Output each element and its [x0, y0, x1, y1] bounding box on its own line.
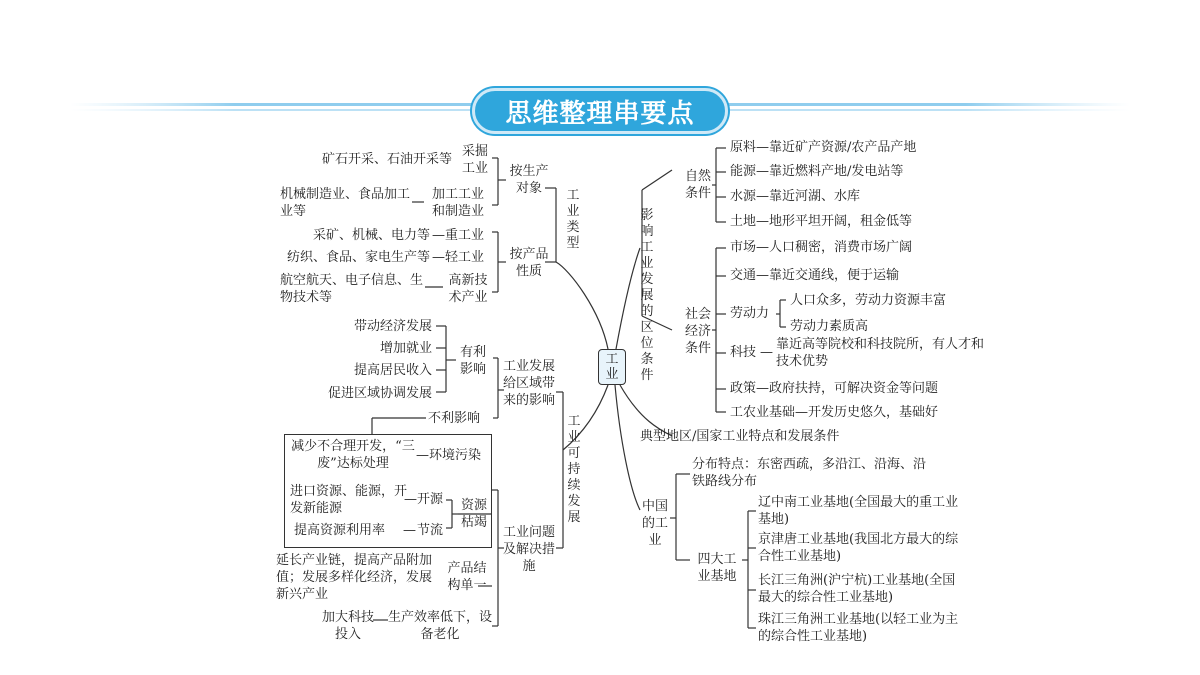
text-mining-examples: 矿石开采、石油开采等 — [321, 152, 452, 167]
text-heavy-examples: 采矿、机械、电力等 — [312, 228, 430, 243]
text-tech-investment: 加大科技投入 — [322, 610, 375, 642]
natural-item-2: 能源—靠近燃料产地/发电站等 — [730, 164, 904, 179]
node-four-bases: 四大工业基地 — [697, 552, 737, 584]
node-hightech-industry: 高新技术产业 — [448, 273, 488, 305]
node-mining-industry: 采掘工业 — [461, 144, 488, 176]
natural-item-2-desc: 靠近燃料产地/发电站等 — [769, 164, 904, 179]
social-tech-name: 科技 — [730, 345, 757, 360]
center-node — [598, 349, 626, 385]
text-structure-measure: 延长产业链，提高产品附加值；发展多样化经济，发展新兴产业 — [276, 553, 433, 602]
node-resource-depletion: 资源枯竭 — [460, 498, 487, 530]
node-location-factors: 影响工业发展的区位条件 — [640, 208, 654, 383]
social-market-name: 市场 — [730, 240, 757, 255]
natural-item-4-name: 土地 — [730, 214, 757, 229]
positive-item-4: 促进区域协调发展 — [327, 386, 432, 401]
node-positive-impact: 有利影响 — [459, 345, 486, 377]
text-processing-examples: 机械制造业、食品加工业等 — [280, 187, 411, 219]
positive-item-2: 增加就业 — [379, 341, 432, 356]
base-item-3: 长江三角洲(沪宁杭)工业基地(全国最大的综合性工业基地) — [758, 573, 956, 605]
natural-item-3-name: 水源 — [730, 189, 757, 204]
social-policy-name: 政策 — [730, 381, 757, 396]
node-regional-impact: 工业发展给区域带来的影响 — [503, 359, 556, 408]
natural-item-1-name: 原料 — [730, 140, 757, 155]
base-item-1: 辽中南工业基地(全国最大的重工业基地) — [758, 495, 959, 527]
positive-item-3: 提高居民收入 — [353, 363, 432, 378]
natural-item-1-desc: 靠近矿产资源/农产品产地 — [769, 140, 917, 155]
node-by-object: 按生产对象 — [509, 164, 549, 196]
natural-item-4-desc: 地形平坦开阔，租金低等 — [769, 214, 913, 229]
node-natural-conditions: 自然条件 — [684, 169, 711, 201]
node-processing-industry: 加工工业和制造业 — [431, 187, 484, 219]
node-social-conditions: 社会经济条件 — [684, 307, 711, 356]
social-base-name: 工农业基础 — [730, 405, 796, 420]
social-policy: 政策—政府扶持，可解决资金等问题 — [730, 381, 939, 396]
base-item-4: 珠江三角洲工业基地(以轻工业为主的综合性工业基地) — [758, 612, 959, 644]
text-hightech-examples: 航空航天、电子信息、生物技术等 — [280, 273, 424, 305]
base-item-2: 京津唐工业基地(我国北方最大的综合性工业基地) — [758, 532, 959, 564]
node-industry-types: 工业类型 — [566, 188, 580, 251]
node-kaiyuan: 开源 — [417, 492, 444, 507]
center-label: 工业 — [605, 352, 619, 382]
node-heavy-industry: 重工业 — [445, 228, 485, 243]
social-labor-item-1: 人口众多，劳动力资源丰富 — [790, 293, 947, 308]
node-by-product: 按产品性质 — [509, 247, 549, 279]
node-jieliu: 节流 — [417, 523, 444, 538]
natural-item-3: 水源—靠近河湖、水库 — [730, 189, 861, 204]
social-base: 工农业基础—开发历史悠久，基础好 — [730, 405, 939, 420]
node-light-industry: 轻工业 — [445, 250, 485, 265]
text-pollution-measure: 减少不合理开发，“三废”达标处理 — [291, 439, 415, 471]
page-title: 思维整理串要点 — [505, 98, 695, 129]
social-labor-item-2: 劳动力素质高 — [790, 319, 869, 334]
node-single-structure: 产品结构单一 — [447, 561, 487, 593]
social-labor-name: 劳动力 — [730, 306, 770, 321]
natural-item-2-name: 能源 — [730, 164, 757, 179]
node-typical-regions: 典型地区/国家工业特点和发展条件 — [640, 429, 840, 444]
node-low-efficiency: 生产效率低下，设备老化 — [388, 610, 493, 642]
social-market: 市场—人口稠密，消费市场广阔 — [730, 240, 913, 255]
social-base-desc: 开发历史悠久，基础好 — [808, 405, 939, 420]
text-light-examples: 纺织、食品、家电生产等 — [286, 250, 430, 265]
node-negative-impact: 不利影响 — [428, 411, 481, 426]
social-traffic-desc: 靠近交通线，便于运输 — [769, 268, 900, 283]
natural-item-3-desc: 靠近河湖、水库 — [769, 189, 861, 204]
social-traffic: 交通—靠近交通线，便于运输 — [730, 268, 900, 283]
social-traffic-name: 交通 — [730, 268, 757, 283]
node-pollution: 环境污染 — [429, 448, 482, 463]
text-kaiyuan-measure: 进口资源、能源，开发新能源 — [290, 484, 408, 516]
positive-item-1: 带动经济发展 — [353, 319, 432, 334]
social-tech-desc: 靠近高等院校和科技院所，有人才和技术优势 — [776, 337, 985, 369]
natural-item-4: 土地—地形平坦开阔，租金低等 — [730, 214, 913, 229]
node-sustainable: 工业可持续发展 — [567, 414, 581, 525]
node-china-industry: 中国的工业 — [641, 499, 668, 548]
natural-item-1: 原料—靠近矿产资源/农产品产地 — [730, 140, 917, 155]
social-policy-desc: 政府扶持，可解决资金等问题 — [769, 381, 939, 396]
text-distribution: 分布特点：东密西疏，多沿江、沿海、沿铁路线分布 — [692, 457, 927, 489]
social-market-desc: 人口稠密，消费市场广阔 — [769, 240, 913, 255]
node-problems-measures: 工业问题及解决措施 — [503, 525, 556, 574]
text-jieliu-measure: 提高资源利用率 — [294, 523, 386, 538]
